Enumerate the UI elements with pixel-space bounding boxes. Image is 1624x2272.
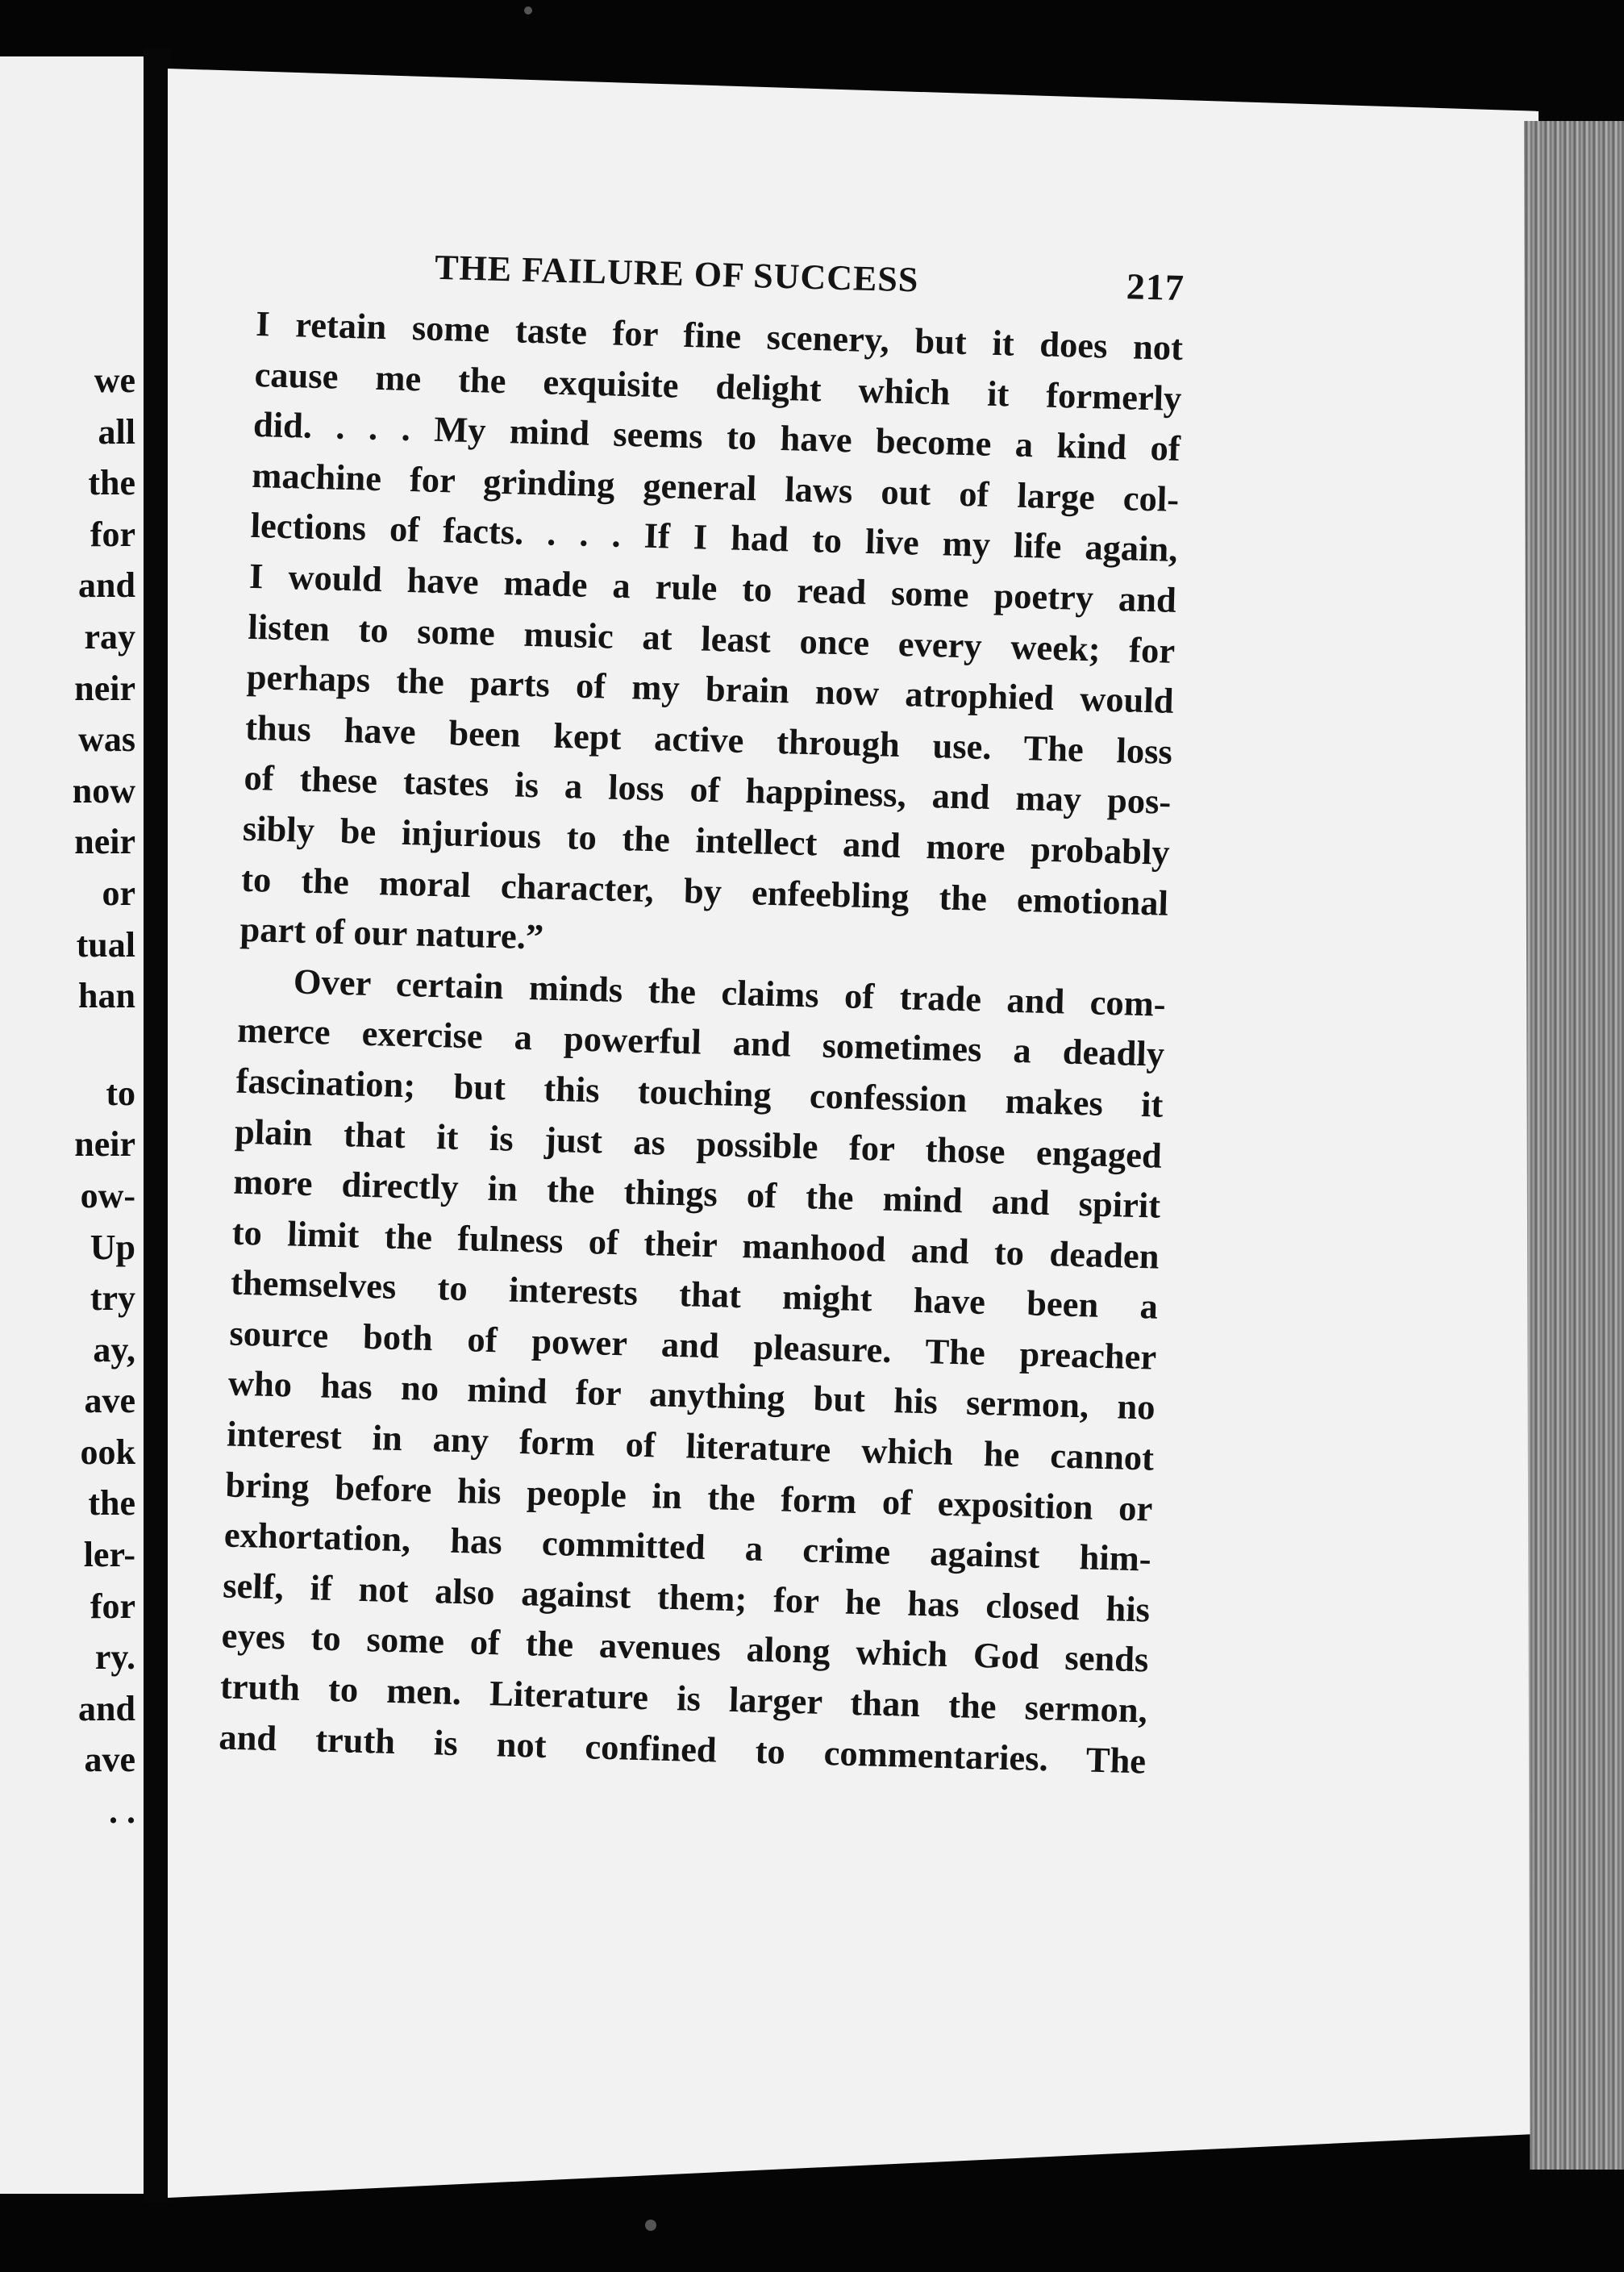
left-line: try [90, 1278, 135, 1319]
text-line: truth to men. Literature is larger than the sermon, [219, 1665, 1148, 1731]
text-line: self, if not also against them; for he has closed his [222, 1565, 1151, 1630]
text-line: and truth is not confined to commentaries. The [218, 1715, 1147, 1782]
running-head: THE FAILURE OF SUCCESS [434, 247, 919, 300]
page-edge-stack [1524, 121, 1624, 2170]
left-line: ry. [94, 1637, 135, 1678]
left-line: we [94, 361, 135, 400]
text-line: Over certain minds the claims of trade and com- [293, 961, 1167, 1024]
left-line: the [88, 1483, 135, 1524]
text-line: lections of facts. . . . If I had to live my life again, [250, 505, 1179, 570]
text-line: more directly in the things of the mind and spirit [232, 1161, 1161, 1226]
left-line: and [78, 565, 135, 606]
left-line: neir [74, 822, 135, 862]
text-line: plain that it is just as possible for those engaged [234, 1111, 1163, 1176]
left-line: han [78, 976, 135, 1016]
text-line: who has no mind for anything but his sermon, no [227, 1362, 1156, 1428]
left-line: tual [76, 924, 135, 965]
left-facing-page [0, 56, 144, 2194]
book-gutter [144, 48, 171, 2202]
text-line: part of our nature.” [239, 908, 544, 957]
left-line: neir [74, 668, 135, 708]
text-line: of these tastes is a loss of happiness, and may pos- [243, 757, 1172, 823]
left-line: ow- [80, 1175, 135, 1215]
text-line: to the moral character, by enfeebling the emotional [240, 858, 1169, 923]
left-line: all [98, 411, 135, 452]
scan-speck [524, 6, 532, 15]
text-line: bring before his people in the form of exposition or [225, 1464, 1153, 1529]
scan-speck [645, 2220, 656, 2231]
text-line: I would have made a rule to read some poetry and [248, 555, 1177, 620]
left-page-text [0, 355, 135, 1837]
left-line: now [72, 770, 135, 811]
text-line: themselves to interests that might have been a [230, 1261, 1159, 1327]
left-line: the [88, 463, 135, 503]
left-line: ler- [83, 1535, 135, 1575]
left-line: was [78, 719, 135, 760]
page-number: 217 [1126, 265, 1185, 309]
left-line: or [102, 873, 135, 913]
text-line: perhaps the parts of my brain now atrophied would [246, 656, 1175, 722]
text-line: to limit the fulness of their manhood and to deaden [231, 1211, 1160, 1277]
left-line: for [90, 514, 135, 554]
text-line: thus have been kept active through use. The loss [244, 707, 1173, 772]
text-line: listen to some music at least once every week; for [247, 606, 1176, 671]
text-line: exhortation, has committed a crime against him- [223, 1514, 1152, 1579]
left-line: and [78, 1688, 135, 1728]
text-line: source both of power and pleasure. The preacher [228, 1312, 1157, 1378]
text-line: eyes to some of the avenues along which God sends [221, 1615, 1150, 1680]
left-line: ave [84, 1381, 135, 1421]
left-line: ray [84, 616, 135, 657]
left-line-gap [0, 1022, 135, 1068]
left-line: to [106, 1073, 135, 1113]
text-line: machine for grinding general laws out of large col- [251, 454, 1180, 519]
text-line: cause me the exquisite delight which it formerly [254, 353, 1182, 419]
text-line: interest in any form of literature which he cannot [226, 1413, 1155, 1478]
text-line: I retain some taste for fine scenery, but it does not [255, 302, 1184, 369]
left-line: . . [109, 1791, 135, 1832]
text-line: merce exercise a powerful and sometimes a deadly [236, 1009, 1165, 1075]
text-line: sibly be injurious to the intellect and more probably [242, 807, 1171, 873]
left-line: neir [74, 1124, 135, 1165]
page-text-block [219, 242, 1185, 1786]
left-line: ook [80, 1432, 135, 1472]
left-line: for [90, 1586, 135, 1626]
left-line: ay, [93, 1329, 135, 1369]
text-line: fascination; but this touching confession makes it [235, 1060, 1164, 1125]
left-line: Up [90, 1227, 135, 1267]
left-line: ave [84, 1740, 135, 1780]
text-line: did. . . . My mind seems to have become a kind of [252, 404, 1181, 469]
page-body [219, 298, 1184, 1786]
